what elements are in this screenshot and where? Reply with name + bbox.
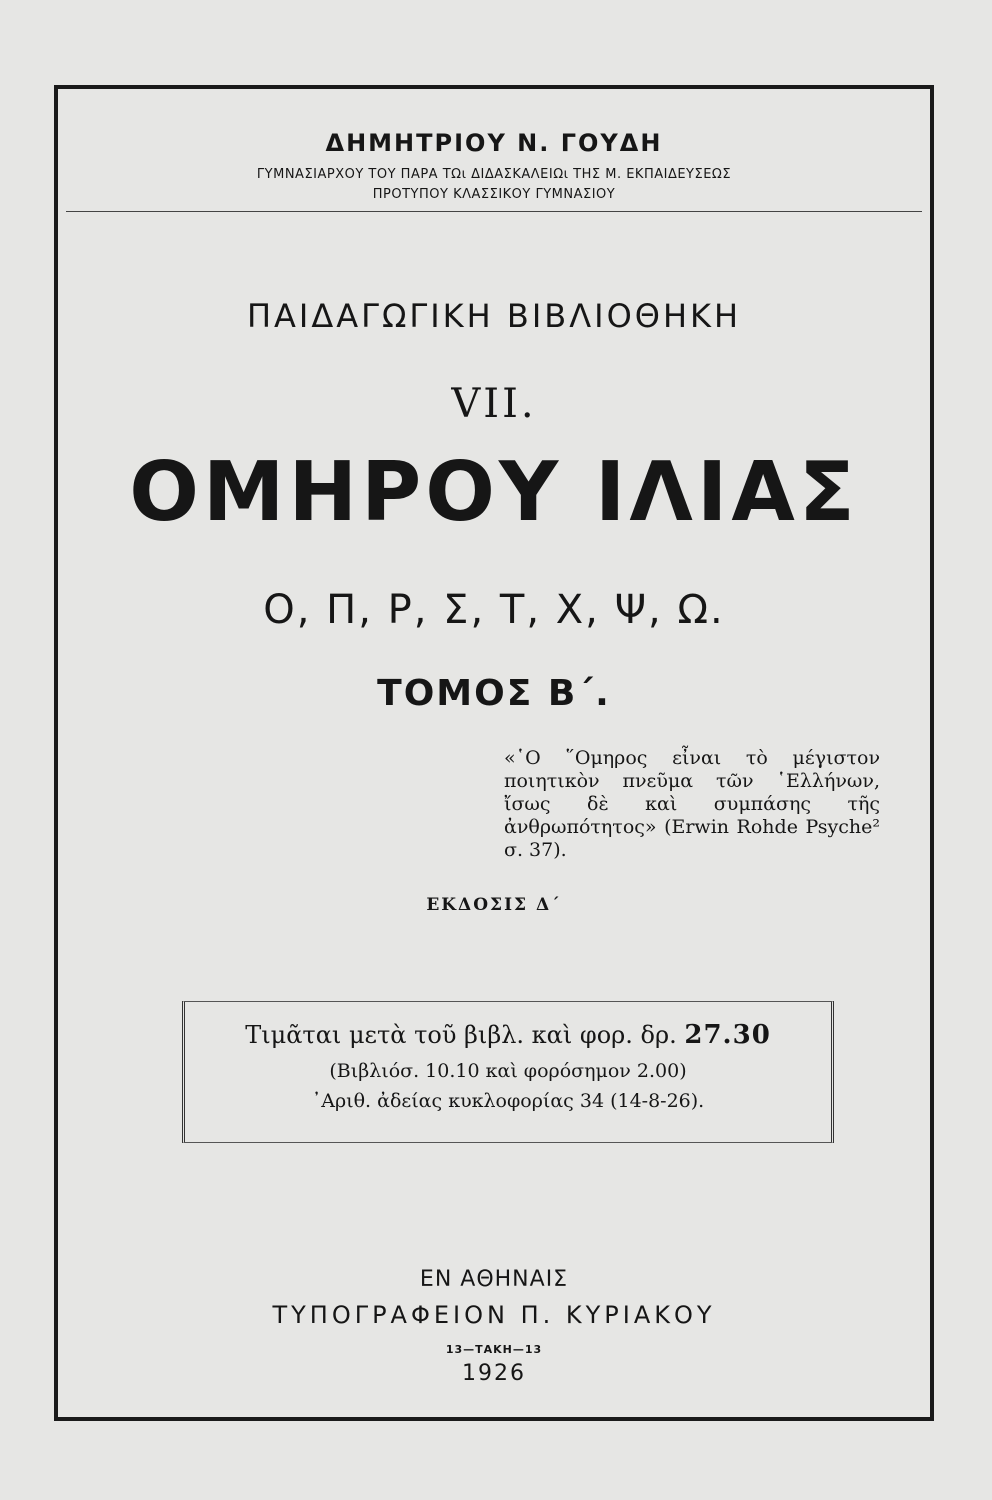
books-list: Ο, Π, Ρ, Σ, Τ, Χ, Ψ, Ω.: [263, 587, 725, 633]
imprint-place: ΕΝ ΑΘΗΝΑΙΣ: [419, 1267, 569, 1292]
tome-label: ΤΟΜΟΣ Β΄.: [377, 673, 611, 714]
price-amount: 27.30: [684, 1020, 771, 1050]
author-name: ΔΗΜΗΤΡΙΟΥ Ν. ΓΟΥΔΗ: [325, 129, 663, 157]
price-breakdown: (Βιβλιόσ. 10.10 καὶ φορόσημον 2.00): [329, 1060, 687, 1082]
book-title: ΟΜΗΡΟΥ ΙΛΙΑΣ: [129, 445, 859, 540]
price-text: Τιμᾶται μετὰ τοῦ βιβλ. καὶ φορ. δρ.: [245, 1021, 677, 1049]
volume-number: VII.: [451, 381, 537, 427]
author-position-line1: ΓΥΜΝΑΣΙΑΡΧΟΥ ΤΟΥ ΠΑΡΑ ΤΩι ΔΙΔΑΣΚΑΛΕΙΩι ΤΗΣ Μ. ΕΚΠΑΙΔΕΥΣΕΩΣ: [256, 167, 732, 182]
imprint-printer: ΤΥΠΟΓΡΑΦΕΙΟΝ Π. ΚΥΡΙΑΚΟΥ: [272, 1301, 716, 1329]
imprint-street: 13—ΤΑΚΗ—13: [445, 1343, 543, 1356]
page-frame: [54, 85, 934, 1421]
author-position-line2: ΠΡΟΤΥΠΟΥ ΚΛΑΣΣΙΚΟΥ ΓΥΜΝΑΣΙΟΥ: [372, 187, 616, 202]
epigraph-quote: «῾Ο ῞Ομηρος εἶναι τὸ μέγιστον ποιητικὸν πνεῦμα τῶν ῾Ελλήνων, ἴσως δὲ καὶ συμπάσης τῆς ἀνθρωπότητος» (Erwin Rohde Psyche² σ. 37).: [504, 747, 880, 861]
price-box: [182, 1001, 834, 1143]
header-divider: [66, 211, 922, 212]
price-line: [185, 1020, 831, 1050]
series-title: ΠΑΙΔΑΓΩΓΙΚΗ ΒΙΒΛΙΟΘΗΚΗ: [246, 297, 742, 335]
edition-label: ΕΚΔΟΣΙΣ Δ΄: [426, 895, 562, 915]
circulation-permit: ᾿Αριθ. ἀδείας κυκλοφορίας 34 (14-8-26).: [311, 1090, 705, 1112]
imprint-year: 1926: [462, 1361, 526, 1386]
